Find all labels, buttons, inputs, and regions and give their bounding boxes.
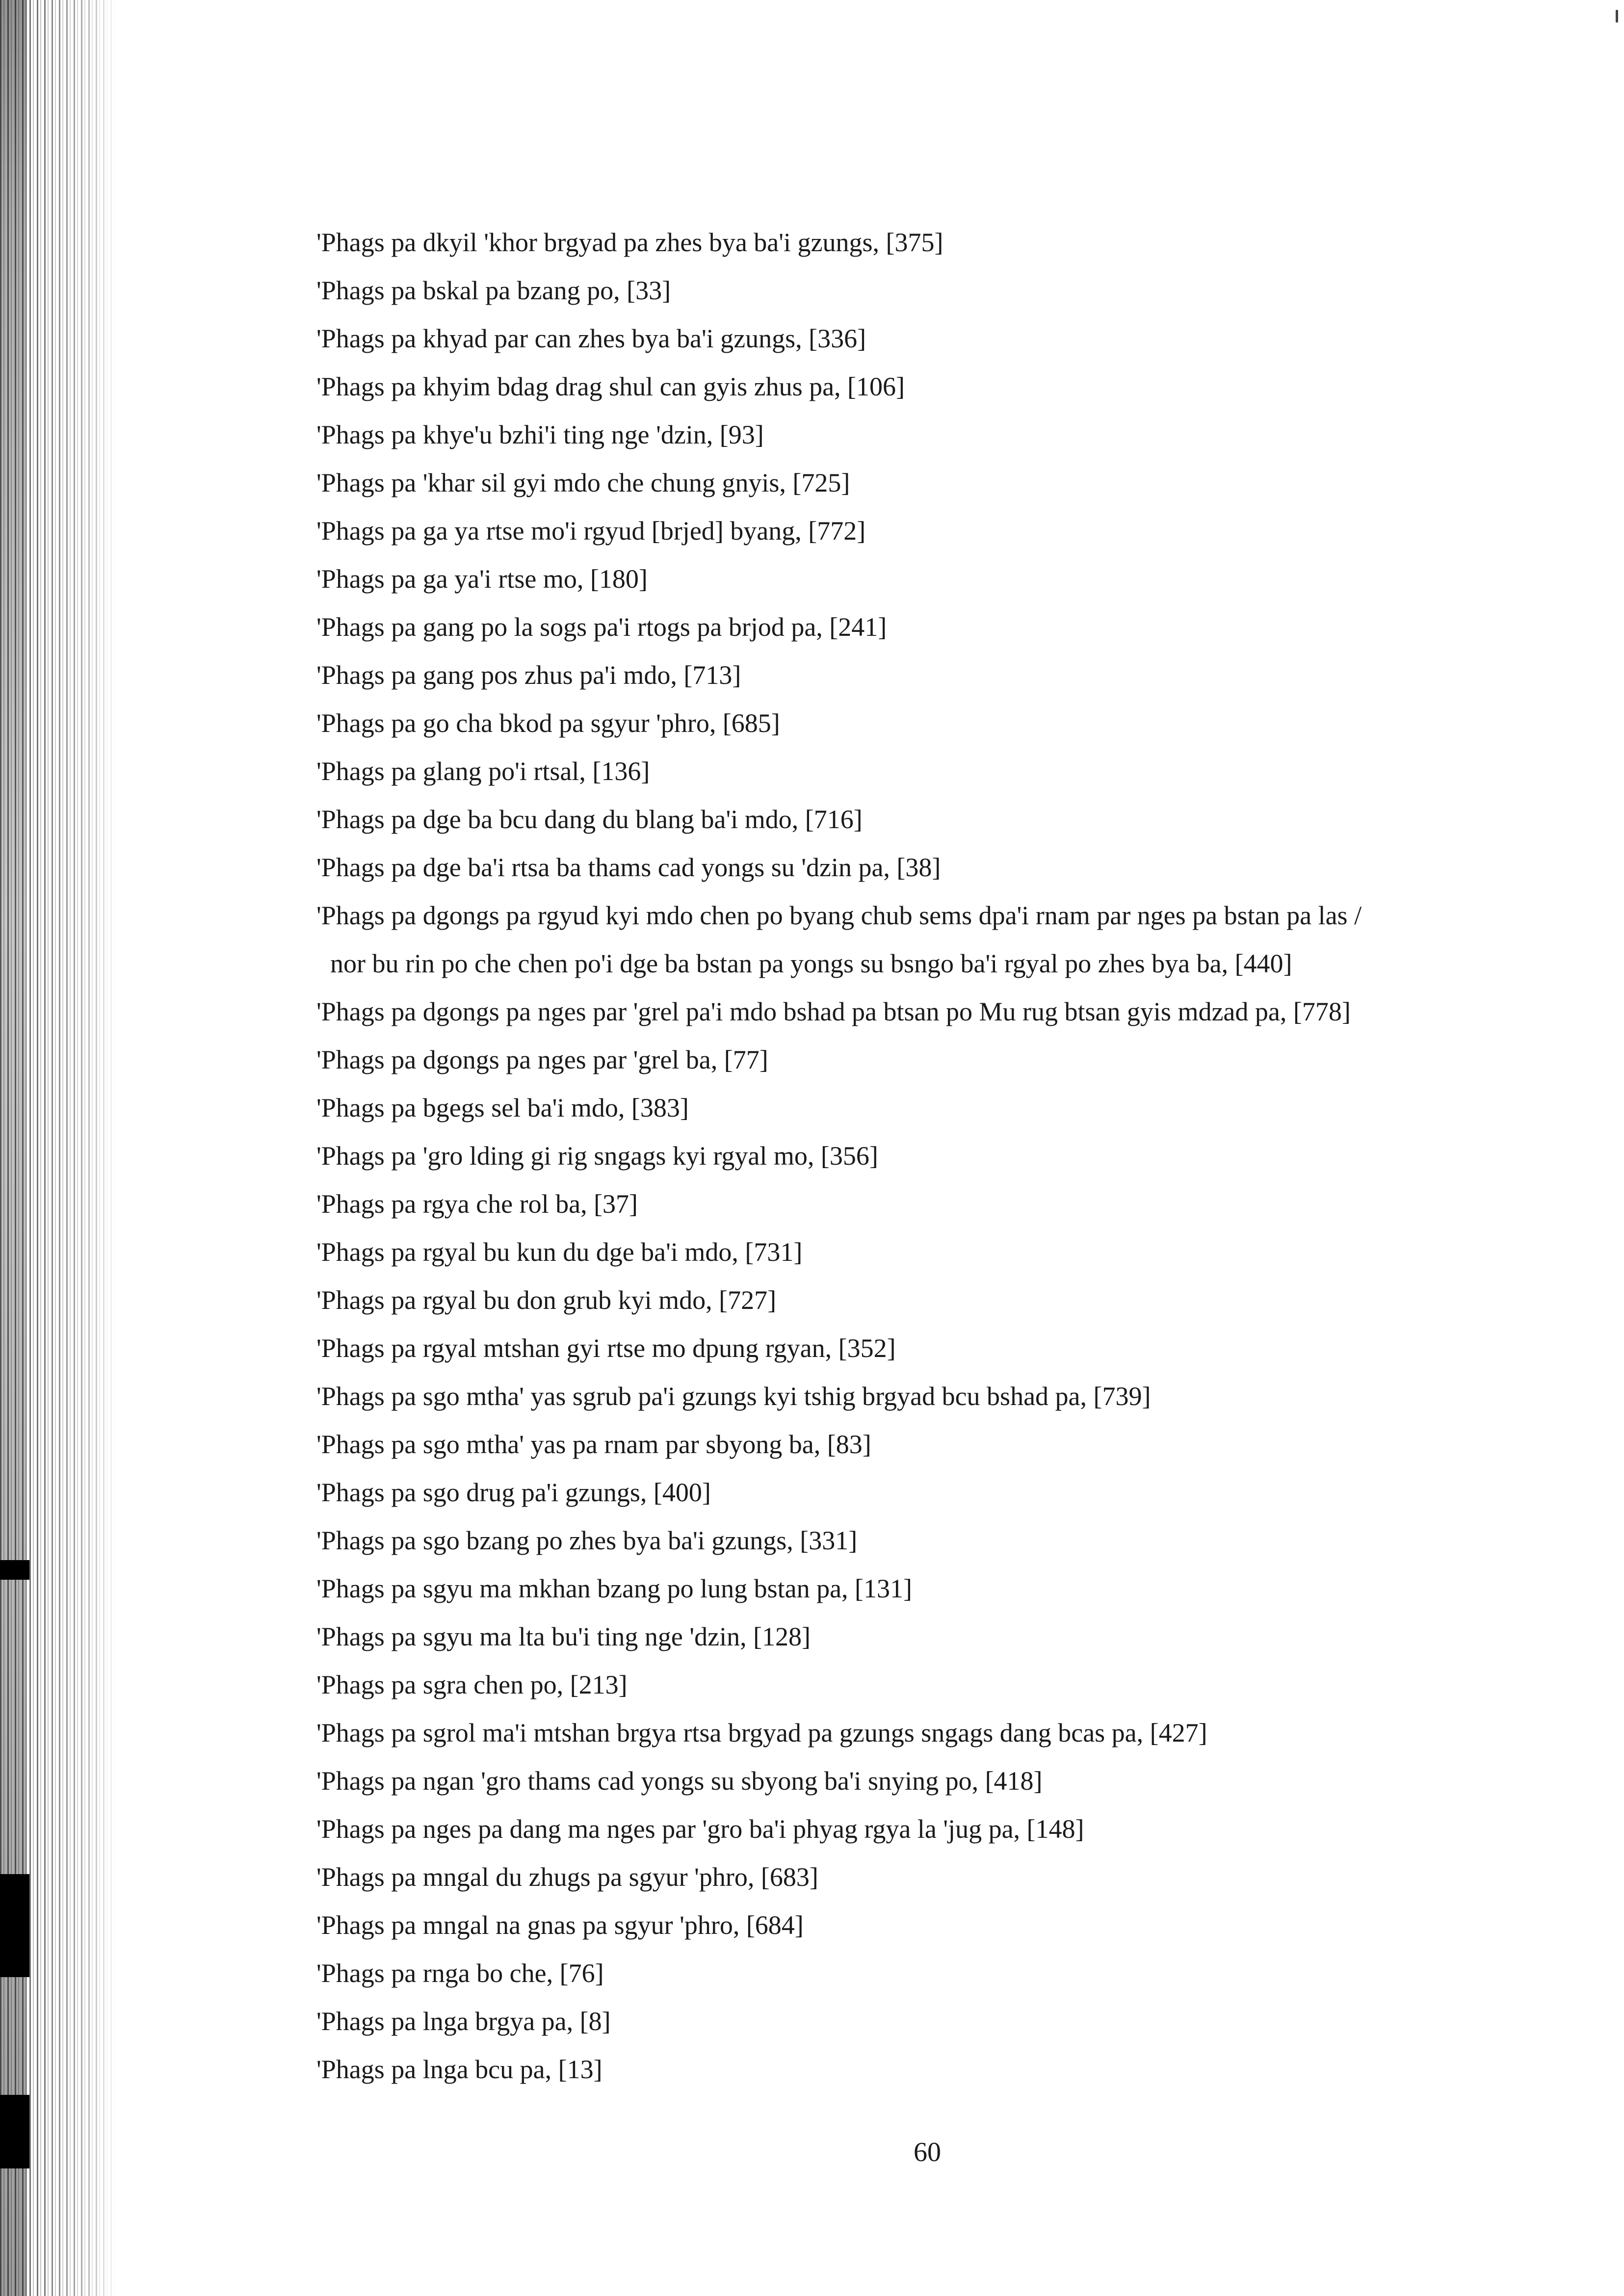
binding-mark bbox=[0, 1560, 29, 1580]
index-entry-list bbox=[316, 218, 1602, 2093]
index-entry: 'Phags pa khye'u bzhi'i ting nge 'dzin, [93] bbox=[316, 420, 764, 449]
index-entry: 'Phags pa sgyu ma mkhan bzang po lung bstan pa, [131] bbox=[316, 1574, 913, 1603]
index-entry: 'Phags pa nges pa dang ma nges par 'gro ba'i phyag rgya la 'jug pa, [148] bbox=[316, 1814, 1084, 1844]
index-entry: 'Phags pa 'khar sil gyi mdo che chung gnyis, [725] bbox=[316, 468, 850, 497]
index-entry-line: 'Phags pa dgongs pa rgyud kyi mdo chen po byang chub sems dpa'i rnam par nges pa bstan pa las / bbox=[316, 901, 1362, 930]
index-entry: 'Phags pa sgo mtha' yas pa rnam par sbyong ba, [83] bbox=[316, 1430, 871, 1459]
index-entry-continuation: nor bu rin po che chen po'i dge ba bstan pa yongs su bsngo ba'i rgyal po zhes bya ba, [440] bbox=[330, 949, 1292, 978]
index-entry: 'Phags pa mngal na gnas pa sgyur 'phro, [684] bbox=[316, 1910, 804, 1940]
index-entry: 'Phags pa rgyal bu kun du dge ba'i mdo, [731] bbox=[316, 1237, 803, 1267]
index-entry: 'Phags pa lnga brgya pa, [8] bbox=[316, 2007, 611, 2036]
index-entry: 'Phags pa sgo drug pa'i gzungs, [400] bbox=[316, 1478, 711, 1507]
index-entry: 'Phags pa rnga bo che, [76] bbox=[316, 1958, 604, 1988]
index-entry: 'Phags pa mngal du zhugs pa sgyur 'phro, [683] bbox=[316, 1862, 818, 1892]
index-entry: 'Phags pa dkyil 'khor brgyad pa zhes bya ba'i gzungs, [375] bbox=[316, 228, 943, 257]
index-entry: 'Phags pa rgyal mtshan gyi rtse mo dpung rgyan, [352] bbox=[316, 1333, 896, 1363]
index-entry: 'Phags pa bskal pa bzang po, [33] bbox=[316, 276, 671, 305]
scanned-binding-edge bbox=[0, 0, 118, 2296]
index-entry: 'Phags pa ga ya rtse mo'i rgyud [brjed] byang, [772] bbox=[316, 516, 866, 546]
index-entry: 'Phags pa dgongs pa nges par 'grel pa'i mdo bshad pa btsan po Mu rug btsan gyis mdzad pa, [778] bbox=[316, 997, 1351, 1026]
index-entry: 'Phags pa rgyal bu don grub kyi mdo, [727] bbox=[316, 1285, 777, 1315]
binding-mark bbox=[0, 1874, 29, 1977]
index-entry: 'Phags pa go cha bkod pa sgyur 'phro, [685] bbox=[316, 708, 780, 738]
scan-speck bbox=[1616, 10, 1618, 23]
index-entry: 'Phags pa khyad par can zhes bya ba'i gzungs, [336] bbox=[316, 324, 866, 353]
index-entry: 'Phags pa rgya che rol ba, [37] bbox=[316, 1189, 638, 1219]
index-entry: 'Phags pa khyim bdag drag shul can gyis zhus pa, [106] bbox=[316, 372, 905, 401]
index-entry: 'Phags pa sgo bzang po zhes bya ba'i gzungs, [331] bbox=[316, 1526, 858, 1555]
index-entry: 'Phags pa sgo mtha' yas sgrub pa'i gzungs kyi tshig brgyad bcu bshad pa, [739] bbox=[316, 1382, 1151, 1411]
index-entry: 'Phags pa ngan 'gro thams cad yongs su sbyong ba'i snying po, [418] bbox=[316, 1766, 1043, 1796]
index-entry: 'Phags pa bgegs sel ba'i mdo, [383] bbox=[316, 1093, 689, 1122]
page-number: 60 bbox=[914, 2137, 941, 2167]
index-entry: 'Phags pa ga ya'i rtse mo, [180] bbox=[316, 564, 648, 594]
index-entry: 'Phags pa gang pos zhus pa'i mdo, [713] bbox=[316, 660, 741, 690]
index-entry: 'Phags pa sgyu ma lta bu'i ting nge 'dzin, [128] bbox=[316, 1622, 811, 1651]
index-entry: 'Phags pa dge ba'i rtsa ba thams cad yongs su 'dzin pa, [38] bbox=[316, 853, 941, 882]
index-entry: 'Phags pa lnga bcu pa, [13] bbox=[316, 2055, 602, 2084]
index-entry: 'Phags pa glang po'i rtsal, [136] bbox=[316, 757, 650, 786]
index-entry: 'Phags pa sgra chen po, [213] bbox=[316, 1670, 628, 1699]
index-entry: 'Phags pa sgrol ma'i mtshan brgya rtsa brgyad pa gzungs sngags dang bcas pa, [427] bbox=[316, 1718, 1207, 1748]
index-entry: 'Phags pa dgongs pa nges par 'grel ba, [77] bbox=[316, 1045, 768, 1074]
index-entry-multiline bbox=[316, 891, 1602, 988]
index-entry: 'Phags pa dge ba bcu dang du blang ba'i mdo, [716] bbox=[316, 805, 863, 834]
index-entry: 'Phags pa gang po la sogs pa'i rtogs pa brjod pa, [241] bbox=[316, 612, 887, 642]
index-entry: 'Phags pa 'gro lding gi rig sngags kyi rgyal mo, [356] bbox=[316, 1141, 878, 1171]
